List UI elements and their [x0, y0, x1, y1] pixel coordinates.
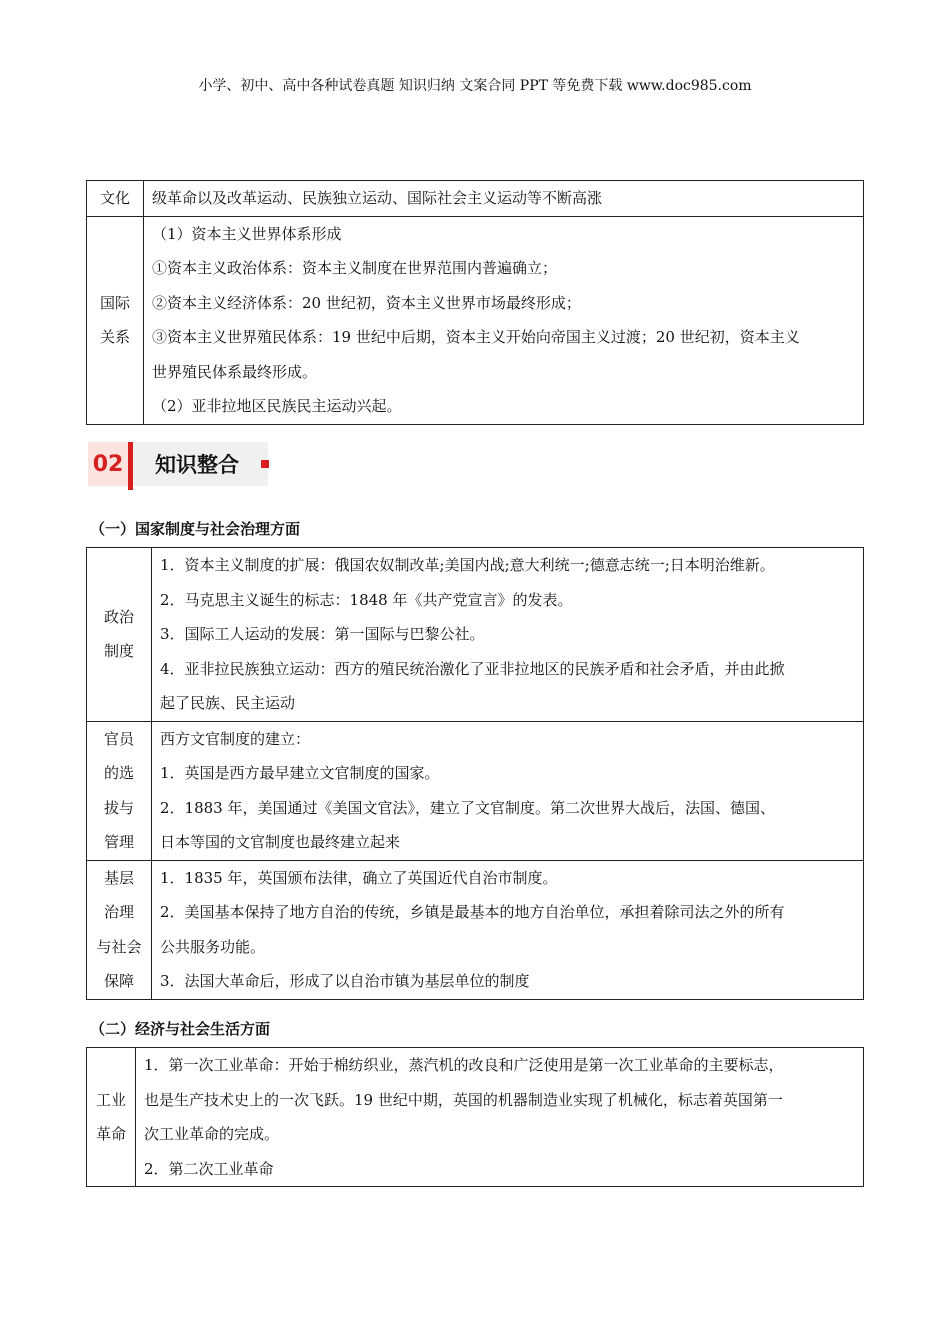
section-heading-1: （一）国家制度与社会治理方面 — [90, 520, 301, 538]
row-content: 1．第一次工业革命：开始于棉纺织业，蒸汽机的改良和广泛使用是第一次工业革命的主要标志， 也是生产技术史上的一次飞跃。19 世纪中期，英国的机器制造业实现了机械化，标志着英国第一 次工业革命的完成。 2．第二次工业革命 — [136, 1048, 864, 1187]
row-label: 政治 制度 — [87, 548, 152, 722]
row-content: 西方文官制度的建立： 1．英国是西方最早建立文官制度的国家。 2．1883 年，美国通过《美国文官法》，建立了文官制度。第二次世界大战后，法国、德国、 日本等国的文官制度也最终建立起来 — [152, 721, 864, 860]
table-row — [87, 548, 864, 722]
page-header: 小学、初中、高中各种试卷真题 知识归纳 文案合同 PPT 等免费下载 www.doc985.com — [198, 78, 752, 94]
table-row — [87, 216, 864, 424]
banner-title: 知识整合 — [133, 442, 268, 486]
row-content-relations: （1）资本主义世界体系形成 ①资本主义政治体系：资本主义制度在世界范围内普遍确立； ②资本主义经济体系：20 世纪初，资本主义世界市场最终形成； ③资本主义世界殖民体系：19 世纪中后期，资本主义开始向帝国主义过渡；20 世纪初，资本主义 世界殖民体系最终形成。 （2）亚非拉地区民族民主运动兴起。 — [144, 216, 864, 424]
row-label: 官员 的选 拔与 管理 — [87, 721, 152, 860]
table-row — [87, 181, 864, 217]
table-economy — [86, 1047, 864, 1187]
table-row — [87, 1048, 864, 1187]
table-row — [87, 721, 864, 860]
row-content: 1．1835 年，英国颁布法律，确立了英国近代自治市制度。 2．美国基本保持了地方自治的传统，乡镇是最基本的地方自治单位，承担着除司法之外的所有 公共服务功能。 3．法国大革命后，形成了以自治市镇为基层单位的制度 — [152, 860, 864, 999]
table-governance — [86, 547, 864, 1000]
row-content: 1．资本主义制度的扩展：俄国农奴制改革;美国内战;意大利统一;德意志统一;日本明治维新。 2．马克思主义诞生的标志：1848 年《共产党宣言》的发表。 3．国际工人运动的发展：第一国际与巴黎公社。 4．亚非拉民族独立运动：西方的殖民统治激化了亚非拉地区的民族矛盾和社会矛盾，并由此掀 起了民族、民主运动 — [152, 548, 864, 722]
row-label: 工业 革命 — [87, 1048, 136, 1187]
square-icon — [261, 460, 269, 468]
table-row — [87, 860, 864, 999]
table-culture-relations — [86, 180, 864, 425]
section-heading-2: （二）经济与社会生活方面 — [90, 1020, 271, 1038]
row-label-culture: 文化 — [87, 181, 144, 217]
row-text-culture: 级革命以及改革运动、民族独立运动、国际社会主义运动等不断高涨 — [144, 181, 864, 217]
row-label: 基层 治理 与社会 保障 — [87, 860, 152, 999]
row-label-relations: 国际 关系 — [87, 216, 144, 424]
section-banner — [88, 442, 268, 486]
banner-number: 02 — [88, 442, 128, 486]
